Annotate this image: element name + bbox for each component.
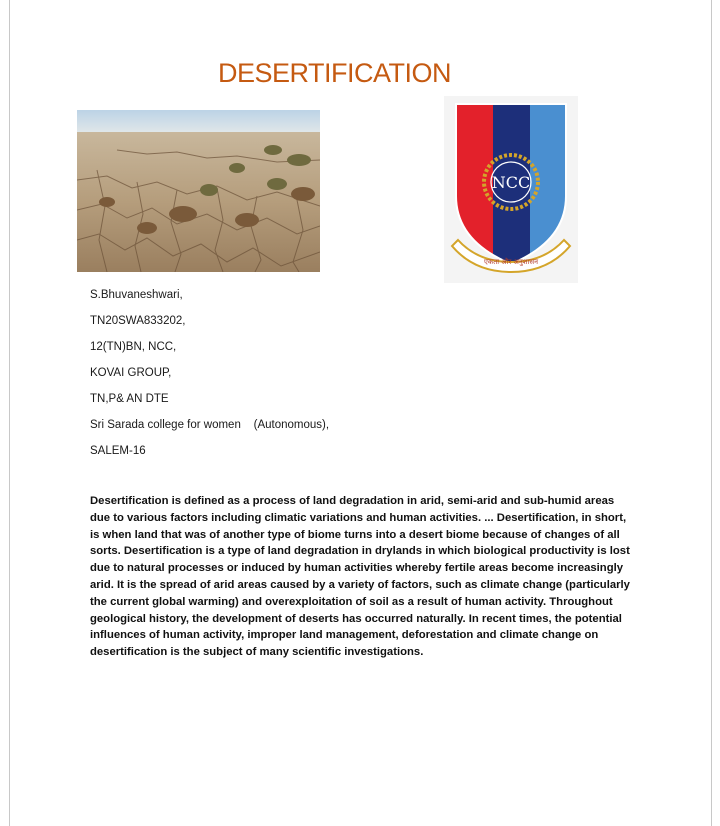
battalion: 12(TN)BN, NCC,	[90, 341, 177, 353]
ncc-motto: एकता और अनुशासन	[484, 258, 538, 266]
page-edge-left	[9, 0, 10, 826]
author-name: S.Bhuvaneshwari,	[90, 289, 183, 301]
group: KOVAI GROUP,	[90, 367, 172, 379]
ncc-logo	[444, 96, 578, 283]
page-edge-right	[711, 0, 712, 826]
city: SALEM-16	[90, 445, 146, 457]
cadet-id: TN20SWA833202,	[90, 315, 186, 327]
page-title: DESERTIFICATION	[218, 58, 452, 88]
author-block	[90, 287, 329, 469]
desert-photo	[77, 110, 320, 272]
body-paragraph: Desertification is defined as a process of land degradation in arid, semi-arid and sub-humid areas due to various factors including climatic variations and human activities. ... Desertification, in short, is when land that was of another type of biome turns into a desert biome because of changes of all sorts. Desertification is a type of land degradation in drylands in which biological productivity is lost due to natural processes or induced by human activities whereby fertile areas become increasingly arid. It is the spread of arid areas caused by a variety of factors, such as climate change (particularly the current global warming) and overexploitation of soil as a result of human activity. Throughout geological history, the development of deserts has occurred naturally. In recent times, the potential influences of human activity, improper land management, deforestation and climate change on desertification is the subject of many scientific investigations.	[90, 495, 630, 659]
ncc-emblem-text: NCC	[491, 173, 531, 192]
directorate: TN,P& AN DTE	[90, 393, 169, 405]
college: Sri Sarada college for women (Autonomous),	[90, 419, 330, 431]
